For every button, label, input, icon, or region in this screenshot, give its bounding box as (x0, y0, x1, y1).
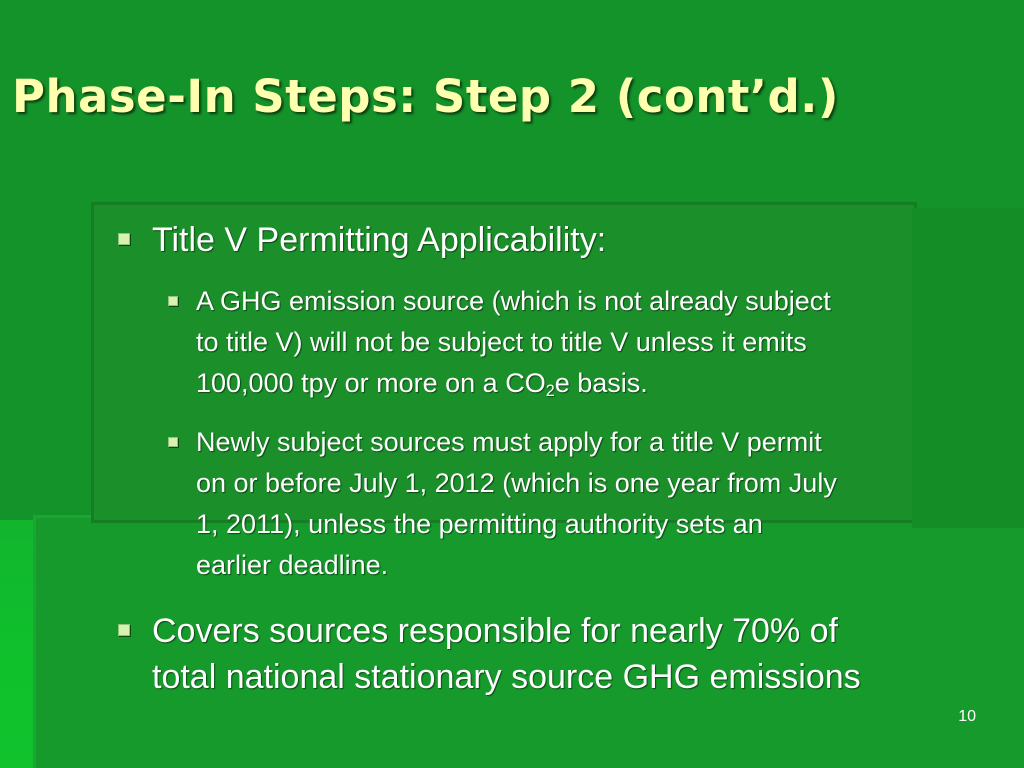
sub-bullet-ghg-source-line-1: A GHG emission source (which is not already subject (196, 286, 831, 316)
sub-bullet-newly-subject-line-4: earlier deadline. (196, 550, 389, 580)
sub-bullet-ghg-source-line-2: to title V) will not be subject to title V unless it emits (196, 327, 807, 357)
co2e-subscript: 2 (545, 382, 555, 401)
square-bullet-icon (118, 233, 130, 245)
co2e-text-before: 100,000 tpy or more on a CO (196, 368, 546, 398)
sub-bullet-newly-subject-line-3: 1, 2011), unless the permitting authority sets an (196, 509, 763, 539)
slide-number: 10 (958, 708, 976, 725)
co2e-text-after: e basis. (554, 368, 648, 398)
slide-title: Phase-In Steps: Step 2 (cont’d.) (12, 70, 839, 123)
sub-bullet-newly-subject-line-2: on or before July 1, 2012 (which is one year from July (196, 468, 837, 498)
bullet-coverage-line-2: total national stationary source GHG emissions (152, 658, 861, 696)
background-panel-right (912, 208, 1024, 528)
sub-bullet-newly-subject-line-1: Newly subject sources must apply for a title V permit (196, 427, 822, 457)
square-bullet-icon (168, 296, 178, 306)
background-panel-left (0, 520, 40, 768)
square-bullet-icon (168, 437, 178, 447)
square-bullet-icon (118, 624, 130, 636)
bullet-coverage-line-1: Covers sources responsible for nearly 70% of (152, 612, 838, 650)
sub-bullet-ghg-source-line-3 (196, 363, 648, 412)
bullet-title-v-applicability: Title V Permitting Applicability: (152, 221, 607, 259)
